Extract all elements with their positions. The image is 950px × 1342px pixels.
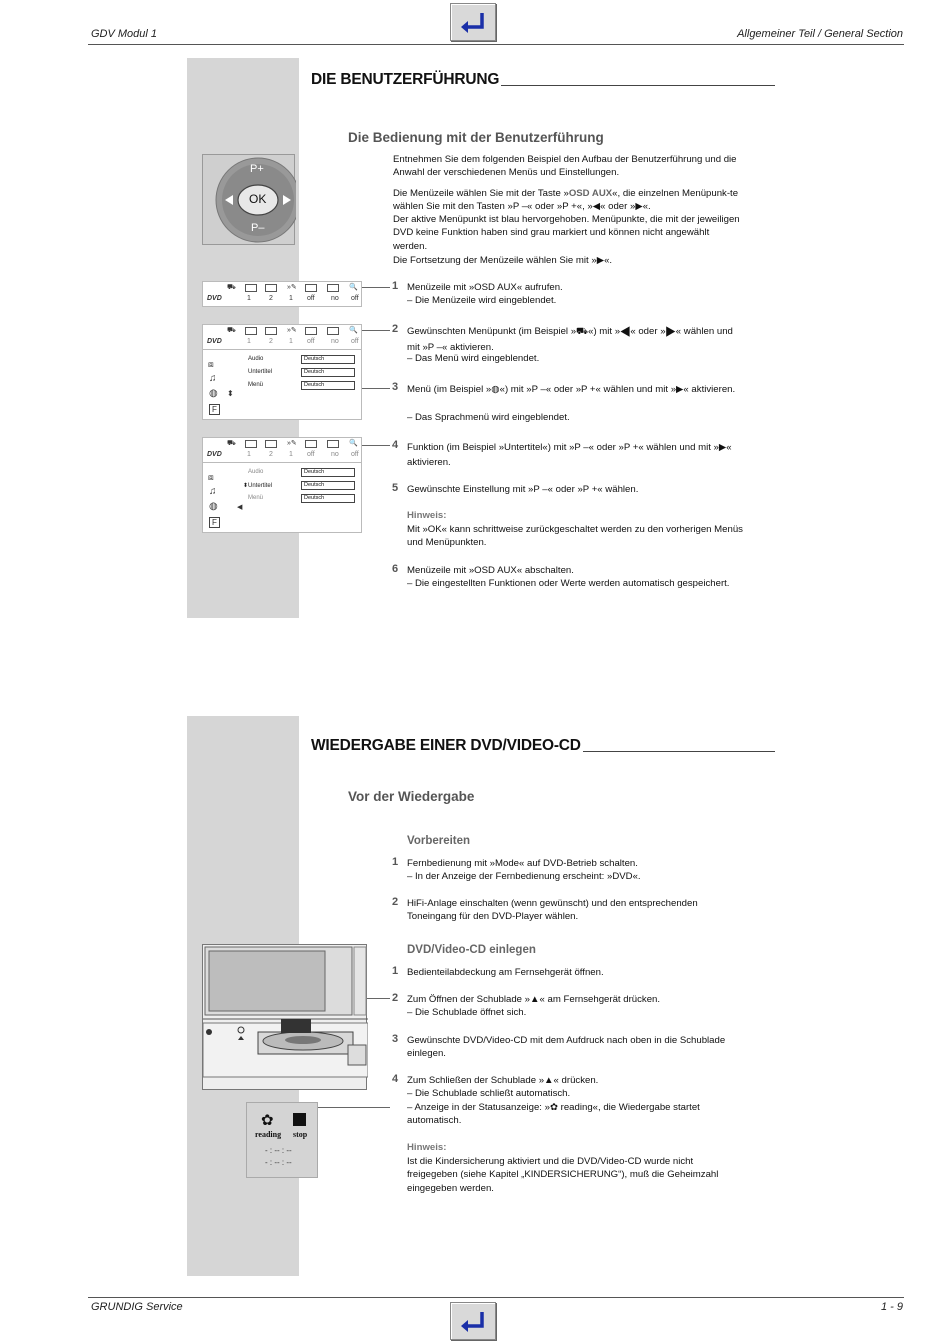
step-text: Gewünschte Einstellung mit »P –« oder »P +« wählen.: [407, 484, 639, 495]
reading-label: reading: [255, 1130, 282, 1139]
menu-item-untertitel: ⬍Untertitel: [243, 483, 273, 489]
osd-num-5: no: [331, 451, 339, 458]
back-button-top[interactable]: [450, 3, 496, 41]
step-sub: – Die Menüzeile wird eingeblendet.: [407, 295, 557, 306]
footer-left: GRUNDIG Service: [91, 1301, 183, 1313]
value-audio: Deutsch: [301, 355, 355, 364]
screen-icon: [265, 327, 277, 335]
osd-num-6: off: [351, 295, 359, 302]
para-2: Der aktive Menüpunkt ist blau hervorgehoben. Menüpunkte, die mit der jeweiligen DVD keine Funktion haben sind grau markiert und können nicht angewählt werden.: [393, 214, 740, 252]
screen-icon: [265, 440, 277, 448]
back-button-bottom[interactable]: [450, 1302, 496, 1340]
osd-num-6: off: [351, 451, 359, 458]
callout-line: [362, 287, 390, 288]
menu-item-audio: Audio: [248, 356, 264, 362]
step-text: Menü (im Beispiel »◍«) mit »P –« oder »P +« wählen und mit »▶« aktivieren.: [407, 384, 736, 395]
callout-line: [318, 1107, 390, 1108]
callout-line: [362, 388, 390, 389]
tv-drive-illustration: [202, 944, 367, 1090]
step-number: 1: [392, 856, 399, 868]
step-number: 3: [392, 1033, 399, 1045]
osd-num-1: 1: [247, 338, 251, 345]
remote-illustration: [202, 154, 295, 245]
step-text: Bedienteilabdeckung am Fernsehgerät öffnen.: [407, 967, 604, 978]
osd-num-2: 2: [269, 451, 273, 458]
left-arrow-icon: ◀: [237, 504, 243, 511]
osd-num-3: 1: [289, 451, 293, 458]
step-number: 4: [392, 1073, 399, 1085]
value-menu: Deutsch: [301, 381, 355, 390]
osd-menu-2: [202, 324, 362, 420]
step-sub: – Die Schublade öffnet sich.: [407, 1007, 527, 1018]
zoom-icon: 🔍: [349, 440, 358, 447]
speaker-icon: ⧈: [208, 472, 214, 482]
step-sub: – Das Sprachmenü wird eingeblendet.: [407, 412, 570, 423]
step-text: Zum Schließen der Schublade »▲« drücken.: [407, 1075, 599, 1086]
osd-num-5: no: [331, 338, 339, 345]
updown-icon: ⬍: [227, 389, 234, 398]
step-text: Menüzeile mit »OSD AUX« aufrufen.: [407, 282, 563, 293]
osd-menu-3: [202, 437, 362, 533]
ok-label: OK: [249, 192, 267, 206]
step-text: Fernbedienung mit »Mode« auf DVD-Betrieb schalten.: [407, 858, 638, 869]
section-title-2: WIEDERGABE EINER DVD/VIDEO-CD: [311, 737, 775, 755]
section-subtitle-2: Vor der Wiedergabe: [348, 789, 475, 804]
step-text: HiFi-Anlage einschalten (wenn gewünscht) und den entsprechenden Toneingang für den DVD-Player wählen.: [407, 898, 698, 923]
tools-icon: »✎: [287, 327, 297, 334]
step-number: 4: [392, 439, 399, 451]
osd-num-4: off: [307, 451, 315, 458]
dvd-icon: DVD: [207, 338, 222, 345]
osd-menubar-1: [202, 281, 362, 307]
step-number: 1: [392, 965, 399, 977]
load-title: DVD/Video-CD einlegen: [407, 944, 536, 956]
parental-icon: ⛟: [227, 440, 236, 447]
step-text: Gewünschte DVD/Video-CD mit dem Aufdruck nach oben in die Schublade einlegen.: [407, 1035, 726, 1060]
step-sub: – Die Schublade schließt automatisch.: [407, 1088, 571, 1099]
p-plus-label: P+: [250, 163, 264, 175]
callout-line: [367, 998, 390, 999]
screen-icon: [265, 284, 277, 292]
speaker-icon: ⧈: [208, 359, 214, 369]
step-number: 2: [392, 323, 399, 335]
panel-icon: [305, 440, 317, 448]
reading-icon: ✿: [261, 1112, 274, 1129]
value-menu: Deutsch: [301, 494, 355, 503]
callout-line: [362, 445, 390, 446]
osd-num-3: 1: [289, 295, 293, 302]
p-minus-label: P–: [251, 222, 265, 234]
film-icon: [245, 440, 257, 448]
f-icon: F: [209, 404, 220, 415]
stop-icon: [293, 1113, 306, 1126]
osd-num-3: 1: [289, 338, 293, 345]
f-icon: F: [209, 517, 220, 528]
step-number: 3: [392, 381, 399, 393]
osd-num-4: off: [307, 295, 315, 302]
menu-item-menu: Menü: [248, 495, 264, 501]
tape-icon: [327, 284, 339, 292]
step-number: 5: [392, 482, 399, 494]
osd-num-2: 2: [269, 338, 273, 345]
step-text: Zum Öffnen der Schublade »▲« am Fernsehgerät drücken.: [407, 994, 661, 1005]
panel-icon: [305, 327, 317, 335]
music-icon: ♫: [209, 373, 217, 384]
music-icon: ♫: [209, 486, 217, 497]
hint-label: Hinweis:: [407, 1142, 447, 1153]
hint-text: Ist die Kindersicherung aktiviert und die DVD/Video-CD wurde nicht freigegeben (siehe Kapitel „KINDERSICHERUNG“), muß die Geheimzahl eingegeben werden.: [407, 1156, 719, 1194]
step-text: Menüzeile mit »OSD AUX« abschalten.: [407, 565, 574, 576]
value-untertitel: Deutsch: [301, 481, 355, 490]
intro-text: Entnehmen Sie dem folgenden Beispiel den Aufbau der Benutzerführung und die Anwahl der verschiedenen Menüs und Einstellungen.: [393, 154, 737, 179]
hint-label: Hinweis:: [407, 510, 447, 521]
step-sub: – In der Anzeige der Fernbedienung erscheint: »DVD«.: [407, 871, 641, 882]
callout-line: [362, 330, 390, 331]
time-readout-2: - : -- : --: [265, 1158, 292, 1167]
zoom-icon: 🔍: [349, 327, 358, 334]
osd-num-2: 2: [269, 295, 273, 302]
para-3: Die Fortsetzung der Menüzeile wählen Sie mit »▶«.: [393, 255, 613, 266]
menu-item-untertitel: Untertitel: [248, 369, 273, 375]
value-audio: Deutsch: [301, 468, 355, 477]
prep-title: Vorbereiten: [407, 835, 471, 847]
step-text: Funktion (im Beispiel »Untertitel«) mit »P –« oder »P +« wählen und mit »▶« aktivieren.: [407, 442, 732, 468]
menu-item-menu: Menü: [248, 382, 264, 388]
step-number: 6: [392, 563, 399, 575]
tape-icon: [327, 440, 339, 448]
language-icon: ◍: [209, 501, 218, 512]
hint-text: Mit »OK« kann schrittweise zurückgeschaltet werden zu den vorherigen Menüs und Menüpunkten.: [407, 524, 743, 549]
tape-icon: [327, 327, 339, 335]
header-right: Allgemeiner Teil / General Section: [737, 28, 903, 40]
status-display: [246, 1102, 318, 1178]
panel-icon: [305, 284, 317, 292]
header-rule: [88, 44, 904, 45]
parental-icon: ⛟: [227, 284, 236, 291]
osd-num-5: no: [331, 295, 339, 302]
film-icon: [245, 327, 257, 335]
back-arrow-icon: [456, 9, 490, 35]
tools-icon: »✎: [287, 440, 297, 447]
step-number: 2: [392, 896, 399, 908]
back-arrow-icon: [456, 1308, 490, 1334]
language-icon: ◍: [209, 388, 218, 399]
osd-num-1: 1: [247, 451, 251, 458]
section-subtitle-1: Die Bedienung mit der Benutzerführung: [348, 130, 604, 145]
osd-num-4: off: [307, 338, 315, 345]
para-1: Die Menüzeile wählen Sie mit der Taste »OSD AUX«, die einzelnen Menüpunk-te wählen Sie mit den Tasten »P –« oder »P +«, »◀« oder »▶«.: [393, 188, 739, 213]
tools-icon: »✎: [287, 284, 297, 291]
step-number: 2: [392, 992, 399, 1004]
dvd-icon: DVD: [207, 451, 222, 458]
footer-rule: [88, 1297, 904, 1298]
stop-label: stop: [293, 1130, 308, 1139]
header-left: GDV Modul 1: [91, 28, 158, 40]
dvd-icon: DVD: [207, 295, 222, 302]
step-sub: – Die eingestellten Funktionen oder Werte werden automatisch gespeichert.: [407, 578, 730, 589]
step-text: Gewünschten Menüpunkt (im Beispiel »⛟«) mit »◀« oder »▶« wählen und mit »P –« aktivieren.: [407, 326, 733, 353]
step-number: 1: [392, 280, 399, 292]
menu-item-audio: Audio: [248, 469, 264, 475]
step-sub: – Anzeige in der Statusanzeige: »✿ reading«, die Wiedergabe startet automatisch.: [407, 1102, 700, 1127]
step-sub: – Das Menü wird eingeblendet.: [407, 353, 540, 364]
value-untertitel: Deutsch: [301, 368, 355, 377]
osd-num-1: 1: [247, 295, 251, 302]
section-title-1: DIE BENUTZERFÜHRUNG: [311, 71, 775, 89]
dvd-drawer-icon: [203, 945, 368, 1091]
film-icon: [245, 284, 257, 292]
footer-right: 1 - 9: [880, 1301, 903, 1313]
osd-num-6: off: [351, 338, 359, 345]
parental-icon: ⛟: [227, 327, 236, 334]
zoom-icon: 🔍: [349, 284, 358, 291]
time-readout-1: - : -- : --: [265, 1146, 292, 1155]
